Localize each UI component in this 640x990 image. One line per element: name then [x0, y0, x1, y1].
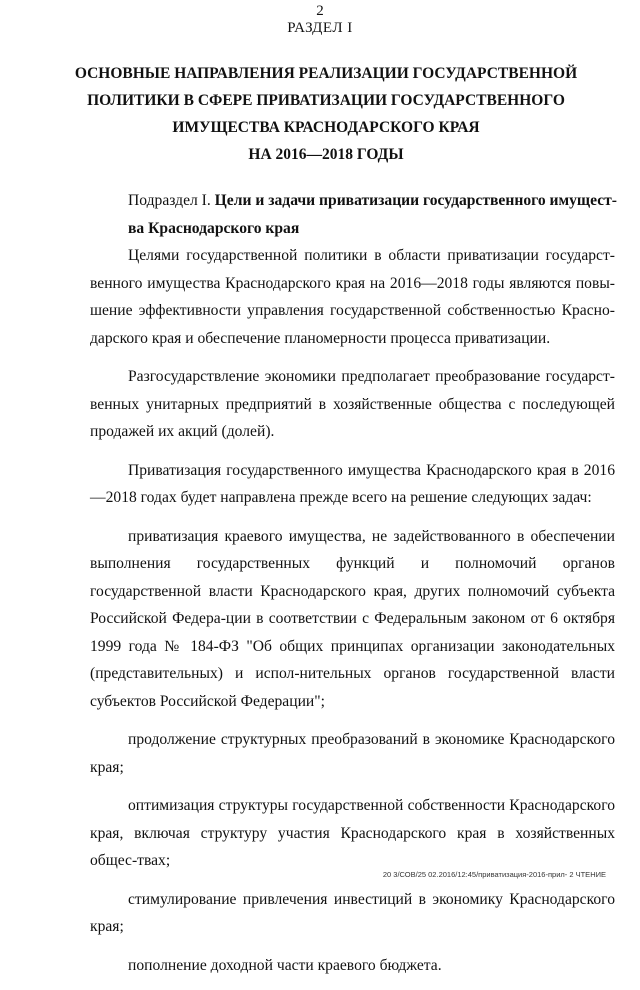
- page-number: 2: [316, 3, 324, 19]
- document-title: [62, 60, 590, 168]
- title-line: ОСНОВНЫЕ НАПРАВЛЕНИЯ РЕАЛИЗАЦИИ ГОСУДАРСТВЕННОЙ: [74, 65, 578, 82]
- subsection-heading: [90, 187, 615, 242]
- title-line: НА 2016—2018 ГОДЫ: [248, 146, 404, 163]
- paragraph: Приватизация государственного имущества Краснодарского края в 2016—2018 годах будет направлена прежде всего на решение следующих задач:: [90, 461, 615, 506]
- paragraph: Разгосударствление экономики предполагает преобразование государст-венных унитарных предприятий в хозяйственные общества с последующей продажей их акций (долей).: [90, 368, 615, 440]
- paragraph: Целями государственной политики в области приватизации государст-венного имущества Краснодарского края на 2016—2018 годы являются повы-шение эффективности управления государственной собственностью Красно-дарского края и обеспечение планомерности процесса приватизации.: [90, 247, 615, 347]
- subsection-heading-line: [90, 187, 615, 215]
- subsection-title: Цели и задачи приватизации государственного имущест-: [214, 192, 617, 209]
- subsection-title-cont: ва Краснодарского края: [128, 219, 300, 237]
- paragraph: стимулирование привлечения инвестиций в экономику Краснодарского края;: [90, 890, 615, 935]
- subsection-prefix: Подраздел I.: [128, 192, 215, 209]
- file-footer: 20 3/СОВ/25 02.2016/12:45/приватизация-2016-прил- 2 ЧТЕНИЕ: [382, 870, 606, 879]
- subsection-heading-line: [90, 215, 615, 243]
- paragraph: приватизация краевого имущества, не задействованного в обеспечении выполнения государственных функций и полномочий органов государственной власти Краснодарского края, других полномочий субъекта Российской Федера-ции в соответствии с Федеральным законом от 6 октября 1999 года № 184-ФЗ "Об общих принципах организации законодательных (представительных) и испол-нительных органов государственной власти субъектов Российской Федерации";: [90, 527, 615, 710]
- title-line: ИМУЩЕСТВА КРАСНОДАРСКОГО КРАЯ: [172, 119, 480, 136]
- section-label: РАЗДЕЛ I: [287, 20, 353, 36]
- paragraph: продолжение структурных преобразований в экономике Краснодарского края;: [90, 731, 615, 776]
- paragraph: пополнение доходной части краевого бюджета.: [128, 956, 442, 974]
- title-line: ПОЛИТИКИ В СФЕРЕ ПРИВАТИЗАЦИИ ГОСУДАРСТВЕННОГО: [87, 92, 565, 109]
- paragraph: оптимизация структуры государственной собственности Краснодарского края, включая структуру участия Краснодарского края в хозяйственных общес-твах;: [90, 797, 615, 869]
